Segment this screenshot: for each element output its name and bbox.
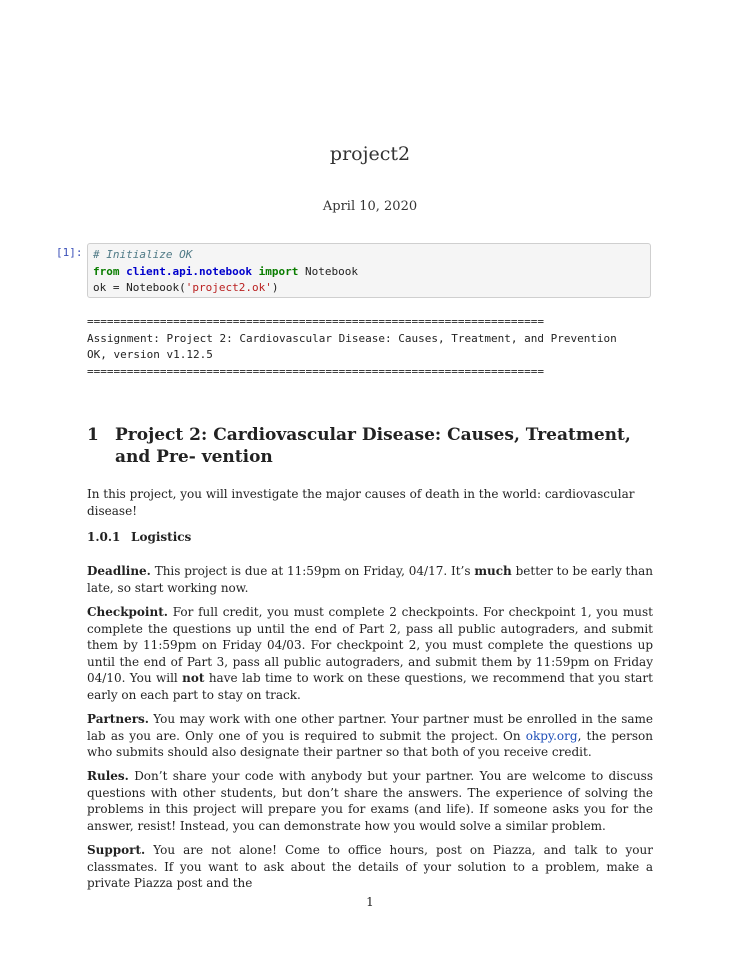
support-text: You are not alone! Come to office hours, post on Piazza, and talk to your classmates. If you want to ask about the details of your solution to a problem, make a private Piazza post and the — [87, 843, 653, 891]
code-line-2 — [93, 264, 645, 281]
code-comment: # Initialize OK — [93, 248, 193, 261]
section-heading — [87, 424, 657, 468]
code-keyword-import: import — [258, 264, 299, 278]
checkpoint-text-1: For full credit, you must complete 2 checkpoints. For checkpoint 1, you must complete the questions up until the end of Part 2, pass all public autograders, and submit them by 11:59pm on Friday 04/03. For checkpoint 2, you must complete the questions up until the end of Part 3, pass all public autograders, and submit them by 11:59pm on Friday 04/10. You will — [87, 605, 653, 686]
partners-text-1: You may work with one other partner. Your partner must be enrolled in the same lab as you are. Only one of you is required to submit the project. On — [87, 712, 653, 743]
code-line-1 — [93, 247, 645, 264]
rules-label: Rules. — [87, 769, 129, 783]
okpy-link[interactable]: okpy.org — [525, 728, 578, 743]
rules-paragraph — [87, 768, 653, 834]
checkpoint-text-2: have lab time to work on these questions, we recommend that you start early on each part to stay on track. — [87, 671, 653, 702]
code-string: 'project2.ok' — [185, 281, 272, 294]
checkpoint-label: Checkpoint. — [87, 605, 168, 619]
subsection-heading — [87, 530, 191, 544]
output-assignment: Assignment: Project 2: Cardiovascular Disease: Causes, Treatment, and Prevention — [87, 331, 617, 345]
document-title: project2 — [329, 143, 411, 165]
support-label: Support. — [87, 843, 146, 857]
code-keyword-from: from — [93, 264, 120, 278]
partners-paragraph — [87, 711, 653, 761]
deadline-paragraph — [87, 563, 653, 596]
code-cell — [87, 243, 651, 298]
partners-label: Partners. — [87, 712, 149, 726]
output-rule-top: ===================================================================== — [87, 315, 544, 328]
subsection-number: 1.0.1 — [87, 530, 121, 544]
intro-paragraph: In this project, you will investigate the major causes of death in the world: cardiovascular disease! — [87, 487, 635, 518]
code-line-3 — [93, 280, 645, 297]
code-module: client.api.notebook — [126, 264, 252, 278]
code-assign: ok = Notebook( — [93, 281, 186, 294]
section-title: Project 2: Cardiovascular Disease: Causes, Treatment, and Pre- vention — [115, 425, 631, 467]
checkpoint-bold: not — [182, 671, 205, 686]
cell-prompt: [1]: — [56, 246, 83, 259]
subsection-title: Logistics — [131, 530, 192, 544]
deadline-text-2: better to be early than late, so start working now. — [87, 564, 653, 595]
document-date: April 10, 2020 — [322, 199, 418, 214]
rules-text: Don’t share your code with anybody but your partner. You are welcome to discuss questions with other students, but don’t share the answers. The experience of solving the problems in this project will prepare you for exams (and life). If someone asks you for the answer, resist! Instead, you can demonstrate how you would solve a similar problem. — [87, 769, 653, 833]
cell-output — [87, 314, 617, 380]
support-paragraph — [87, 842, 653, 892]
code-import-name: Notebook — [298, 264, 358, 278]
page-number: 1 — [366, 895, 374, 909]
code-close-paren: ) — [271, 281, 279, 294]
deadline-text-1: This project is due at 11:59pm on Friday, 04/17. It’s — [150, 564, 475, 578]
partners-text-2: , the person who submits should also designate their partner so that both of you receive credit. — [87, 728, 653, 760]
output-rule-bottom: ===================================================================== — [87, 364, 544, 378]
output-version: OK, version v1.12.5 — [87, 348, 213, 361]
section-number: 1 — [87, 425, 99, 445]
checkpoint-paragraph — [87, 604, 653, 704]
deadline-bold: much — [474, 564, 512, 578]
deadline-label: Deadline. — [87, 564, 151, 578]
